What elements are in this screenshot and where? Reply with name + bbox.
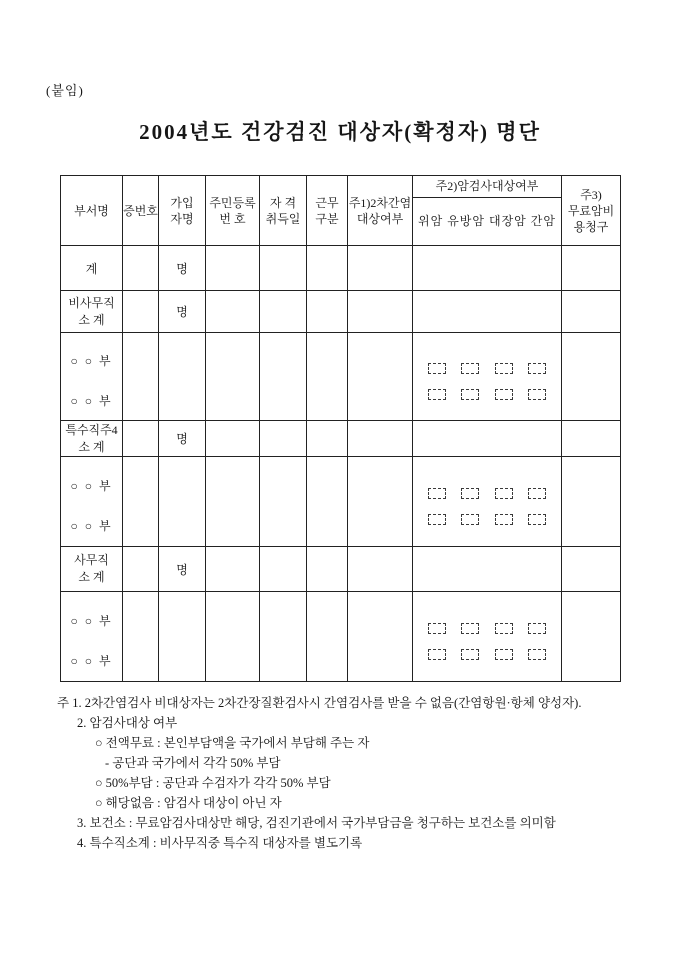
- cancer-check-cell: [413, 333, 562, 421]
- dept-row-label: ○ ○ 부: [70, 613, 113, 628]
- empty-cell: [260, 457, 307, 547]
- empty-cell: [123, 592, 159, 682]
- empty-cell: [307, 291, 348, 333]
- checkbox-bracket: [461, 488, 479, 499]
- empty-cell: [348, 457, 413, 547]
- checkbox-bracket: [528, 623, 546, 634]
- empty-cell: [206, 547, 260, 592]
- nonoffice-unit: 명: [159, 291, 206, 333]
- header-cancer-subtypes: 위암 유방암 대장암 간암: [418, 214, 556, 228]
- empty-cell: [123, 291, 159, 333]
- footnote-2-none: ○ 해당없음 : 암검사 대상이 아닌 자: [95, 796, 282, 810]
- health-exam-table: [60, 175, 621, 682]
- empty-cell: [123, 457, 159, 547]
- checkbox-bracket: [461, 514, 479, 525]
- checkbox-bracket: [461, 389, 479, 400]
- empty-cell: [307, 592, 348, 682]
- checkbox-bracket: [528, 514, 546, 525]
- footnotes: [57, 693, 649, 853]
- dept-row-label: ○ ○ 부: [70, 518, 113, 533]
- header-cert-no: 증번호: [123, 176, 159, 246]
- total-unit: 명: [159, 246, 206, 291]
- special-subtotal-row: [61, 421, 621, 457]
- checkbox-bracket: [461, 623, 479, 634]
- empty-cell: [348, 291, 413, 333]
- empty-cell: [348, 421, 413, 457]
- dept-cell: [61, 333, 123, 421]
- empty-cell: [348, 592, 413, 682]
- nonoffice-subtotal-row: [61, 291, 621, 333]
- checkbox-bracket: [528, 649, 546, 660]
- attachment-label: (붙임): [46, 83, 84, 98]
- empty-cell: [260, 547, 307, 592]
- empty-cell: [562, 333, 621, 421]
- header-dept: 부서명: [61, 176, 123, 246]
- checkbox-bracket: [528, 363, 546, 374]
- dept-row-label: ○ ○ 부: [70, 393, 113, 408]
- special-dept-row: [61, 457, 621, 547]
- special-unit: 명: [159, 421, 206, 457]
- dept-cell: [61, 457, 123, 547]
- empty-cell: [348, 547, 413, 592]
- checkbox-bracket: [528, 389, 546, 400]
- empty-cell: [413, 547, 562, 592]
- header-member-name: 가입 자명: [159, 176, 206, 246]
- header-qualification-date: 자 격 취득일: [260, 176, 307, 246]
- empty-cell: [562, 291, 621, 333]
- dept-row-label: ○ ○ 부: [70, 353, 113, 368]
- empty-cell: [159, 592, 206, 682]
- empty-cell: [159, 457, 206, 547]
- empty-cell: [348, 333, 413, 421]
- header-free-claim: 주3) 무료암비 용청구: [562, 176, 621, 246]
- checkbox-bracket: [461, 649, 479, 660]
- empty-cell: [123, 246, 159, 291]
- empty-cell: [413, 291, 562, 333]
- page-title: 2004년도 건강검진 대상자(확정자) 명단: [139, 120, 541, 144]
- footnote-3: 3. 보건소 : 무료암검사대상만 해당, 검진기관에서 국가부담금을 청구하는 보건소를 의미함: [77, 816, 556, 830]
- empty-cell: [206, 291, 260, 333]
- empty-cell: [413, 421, 562, 457]
- empty-cell: [307, 246, 348, 291]
- dept-row-label: ○ ○ 부: [70, 653, 113, 668]
- checkbox-bracket: [428, 623, 446, 634]
- empty-cell: [413, 246, 562, 291]
- footnote-2-half: ○ 50%부담 : 공단과 수검자가 각각 50% 부담: [95, 776, 331, 790]
- cancer-check-cell: [413, 457, 562, 547]
- cancer-check-cell: [413, 592, 562, 682]
- empty-cell: [562, 592, 621, 682]
- checkbox-bracket: [428, 389, 446, 400]
- header-hepatitis: 주1)2차간염 대상여부: [348, 176, 413, 246]
- header-row: [61, 176, 621, 246]
- checkbox-bracket: [495, 623, 513, 634]
- footnote-2-split: - 공단과 국가에서 각각 50% 부담: [105, 756, 281, 770]
- footnote-1: 주 1. 2차간염검사 비대상자는 2차간장질환검사시 간염검사를 받을 수 없음(간염항원·항체 양성자).: [57, 696, 582, 710]
- checkbox-bracket: [428, 514, 446, 525]
- empty-cell: [260, 291, 307, 333]
- footnote-4: 4. 특수직소계 : 비사무직중 특수직 대상자를 별도기록: [77, 836, 363, 850]
- empty-cell: [123, 333, 159, 421]
- empty-cell: [123, 421, 159, 457]
- empty-cell: [307, 333, 348, 421]
- special-subtotal-label: 특수직주4 소 계: [61, 421, 123, 457]
- checkbox-bracket: [428, 488, 446, 499]
- checkbox-bracket: [495, 363, 513, 374]
- nonoffice-subtotal-label: 비사무직 소 계: [61, 291, 123, 333]
- empty-cell: [206, 421, 260, 457]
- header-resident-no: 주민등록 번 호: [206, 176, 260, 246]
- empty-cell: [159, 333, 206, 421]
- header-cancer-title: 주2)암검사대상여부: [413, 176, 561, 198]
- empty-cell: [307, 421, 348, 457]
- empty-cell: [260, 592, 307, 682]
- checkbox-bracket: [528, 488, 546, 499]
- office-subtotal-label: 사무직 소 계: [61, 547, 123, 592]
- empty-cell: [260, 246, 307, 291]
- empty-cell: [123, 547, 159, 592]
- checkbox-bracket: [495, 488, 513, 499]
- office-unit: 명: [159, 547, 206, 592]
- dept-cell: [61, 592, 123, 682]
- empty-cell: [206, 457, 260, 547]
- checkbox-bracket: [461, 363, 479, 374]
- empty-cell: [562, 457, 621, 547]
- empty-cell: [307, 547, 348, 592]
- header-cancer-group: [413, 176, 562, 246]
- total-row: [61, 246, 621, 291]
- empty-cell: [206, 592, 260, 682]
- checkbox-bracket: [428, 649, 446, 660]
- empty-cell: [206, 333, 260, 421]
- checkbox-bracket: [495, 649, 513, 660]
- checkbox-bracket: [428, 363, 446, 374]
- total-label: 계: [61, 246, 123, 291]
- empty-cell: [206, 246, 260, 291]
- checkbox-bracket: [495, 514, 513, 525]
- empty-cell: [562, 547, 621, 592]
- header-work-type: 근무 구분: [307, 176, 348, 246]
- empty-cell: [260, 421, 307, 457]
- empty-cell: [562, 421, 621, 457]
- office-dept-row: [61, 592, 621, 682]
- nonoffice-dept-row: [61, 333, 621, 421]
- dept-row-label: ○ ○ 부: [70, 478, 113, 493]
- empty-cell: [348, 246, 413, 291]
- empty-cell: [260, 333, 307, 421]
- office-subtotal-row: [61, 547, 621, 592]
- checkbox-bracket: [495, 389, 513, 400]
- empty-cell: [562, 246, 621, 291]
- footnote-2: 2. 암검사대상 여부: [77, 716, 178, 730]
- footnote-2-free: ○ 전액무료 : 본인부담액을 국가에서 부담해 주는 자: [95, 736, 370, 750]
- empty-cell: [307, 457, 348, 547]
